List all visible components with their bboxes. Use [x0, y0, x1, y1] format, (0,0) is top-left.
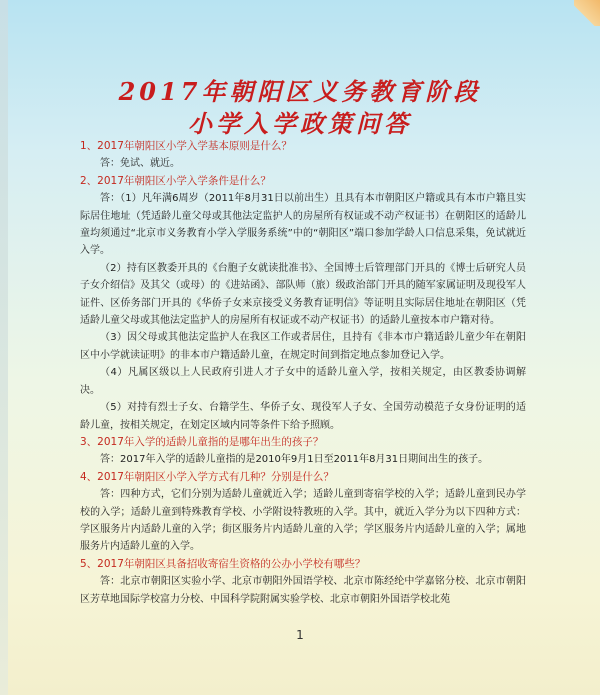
answer-2-paragraph-2: （2）持有区教委开具的《台胞子女就读批准书》、全国博士后管理部门开具的《博士后研究人员子女介绍信》及其父（或母）的《进站函》、部队师（旅）级政治部门开具的随军家属证明及现役军人证件、区侨务部门开具的《华侨子女来京接受义务教育证明信》等证明且实际居住地址在朝阳区（凭适龄儿童父母或其他法定监护人的房屋所有权证或不动产权证书）的适龄儿童按本市户籍对待。 — [80, 262, 526, 327]
qa-section-3 — [80, 434, 526, 469]
question-1: 1、2017年朝阳区小学入学基本原则是什么？ — [80, 140, 292, 152]
qa-section-1 — [80, 138, 526, 173]
qa-content — [80, 138, 526, 608]
corner-decoration — [574, 0, 600, 26]
page-title-line-1: 2017年朝阳区义务教育阶段 — [118, 77, 482, 106]
answer-1: 答：免试、就近。 — [100, 158, 180, 170]
page-number: 1 — [296, 628, 304, 642]
question-3: 3、2017年入学的适龄儿童指的是哪年出生的孩子？ — [80, 435, 324, 448]
page-title-line-2: 小学入学政策问答 — [188, 109, 412, 138]
answer-4: 答：四种方式，它们分别为适龄儿童就近入学；适龄儿童到寄宿学校的入学；适龄儿童到民办学校的入学；适龄儿童到特殊教育学校、小学附设特教班的入学。其中，就近入学分为以下四种方式：学区服务片内适龄儿童的入学；街区服务片内适龄儿童的入学；学区服务片内适龄儿童的入学；属地服务片内适龄儿童的入学。 — [80, 489, 526, 553]
answer-3: 答：2017年入学的适龄儿童指的是2010年9月1日至2011年8月31日期间出生的孩子。 — [100, 454, 489, 466]
answer-2-paragraph-4: （4）凡属区级以上人民政府引进人才子女中的适龄儿童入学，按相关规定，由区教委协调解决。 — [80, 367, 526, 396]
qa-section-4 — [80, 469, 526, 556]
answer-2-paragraph-3: （3）因父母或其他法定监护人在我区工作或者居住，且持有《非本市户籍适龄儿童少年在朝阳区中小学就读证明》的非本市户籍适龄儿童，在规定时间到指定地点参加登记入学。 — [80, 332, 526, 361]
qa-section-2 — [80, 173, 526, 434]
answer-2-paragraph-1: 答：（1）凡年满6周岁（2011年8月31日以前出生）且具有本市朝阳区户籍或具有本市户籍且实际居住地址（凭适龄儿童父母或其他法定监护人的房屋所有权证或不动产权证书）在朝阳区的适龄儿童均须通过“北京市义务教育小学入学服务系统”中的“朝阳区”端口参加学龄人口信息采集，免试就近入学。 — [80, 193, 526, 257]
answer-5: 答：北京市朝阳区实验小学、北京市朝阳外国语学校、北京市陈经纶中学嘉铭分校、北京市朝阳区芳草地国际学校富力分校、中国科学院附属实验学校、北京市朝阳外国语学校北苑 — [80, 576, 526, 605]
qa-section-5 — [80, 556, 526, 608]
question-5: 5、2017年朝阳区具备招收寄宿生资格的公办小学校有哪些？ — [80, 557, 366, 570]
question-4: 4、2017年朝阳区小学入学方式有几种？分别是什么？ — [80, 470, 334, 483]
question-2: 2、2017年朝阳区小学入学条件是什么？ — [80, 174, 271, 187]
answer-2-paragraph-5: （5）对持有烈士子女、台籍学生、华侨子女、现役军人子女、全国劳动模范子女身份证明的适龄儿童，按相关规定，在划定区域内同等条件下给予照顾。 — [80, 402, 526, 431]
